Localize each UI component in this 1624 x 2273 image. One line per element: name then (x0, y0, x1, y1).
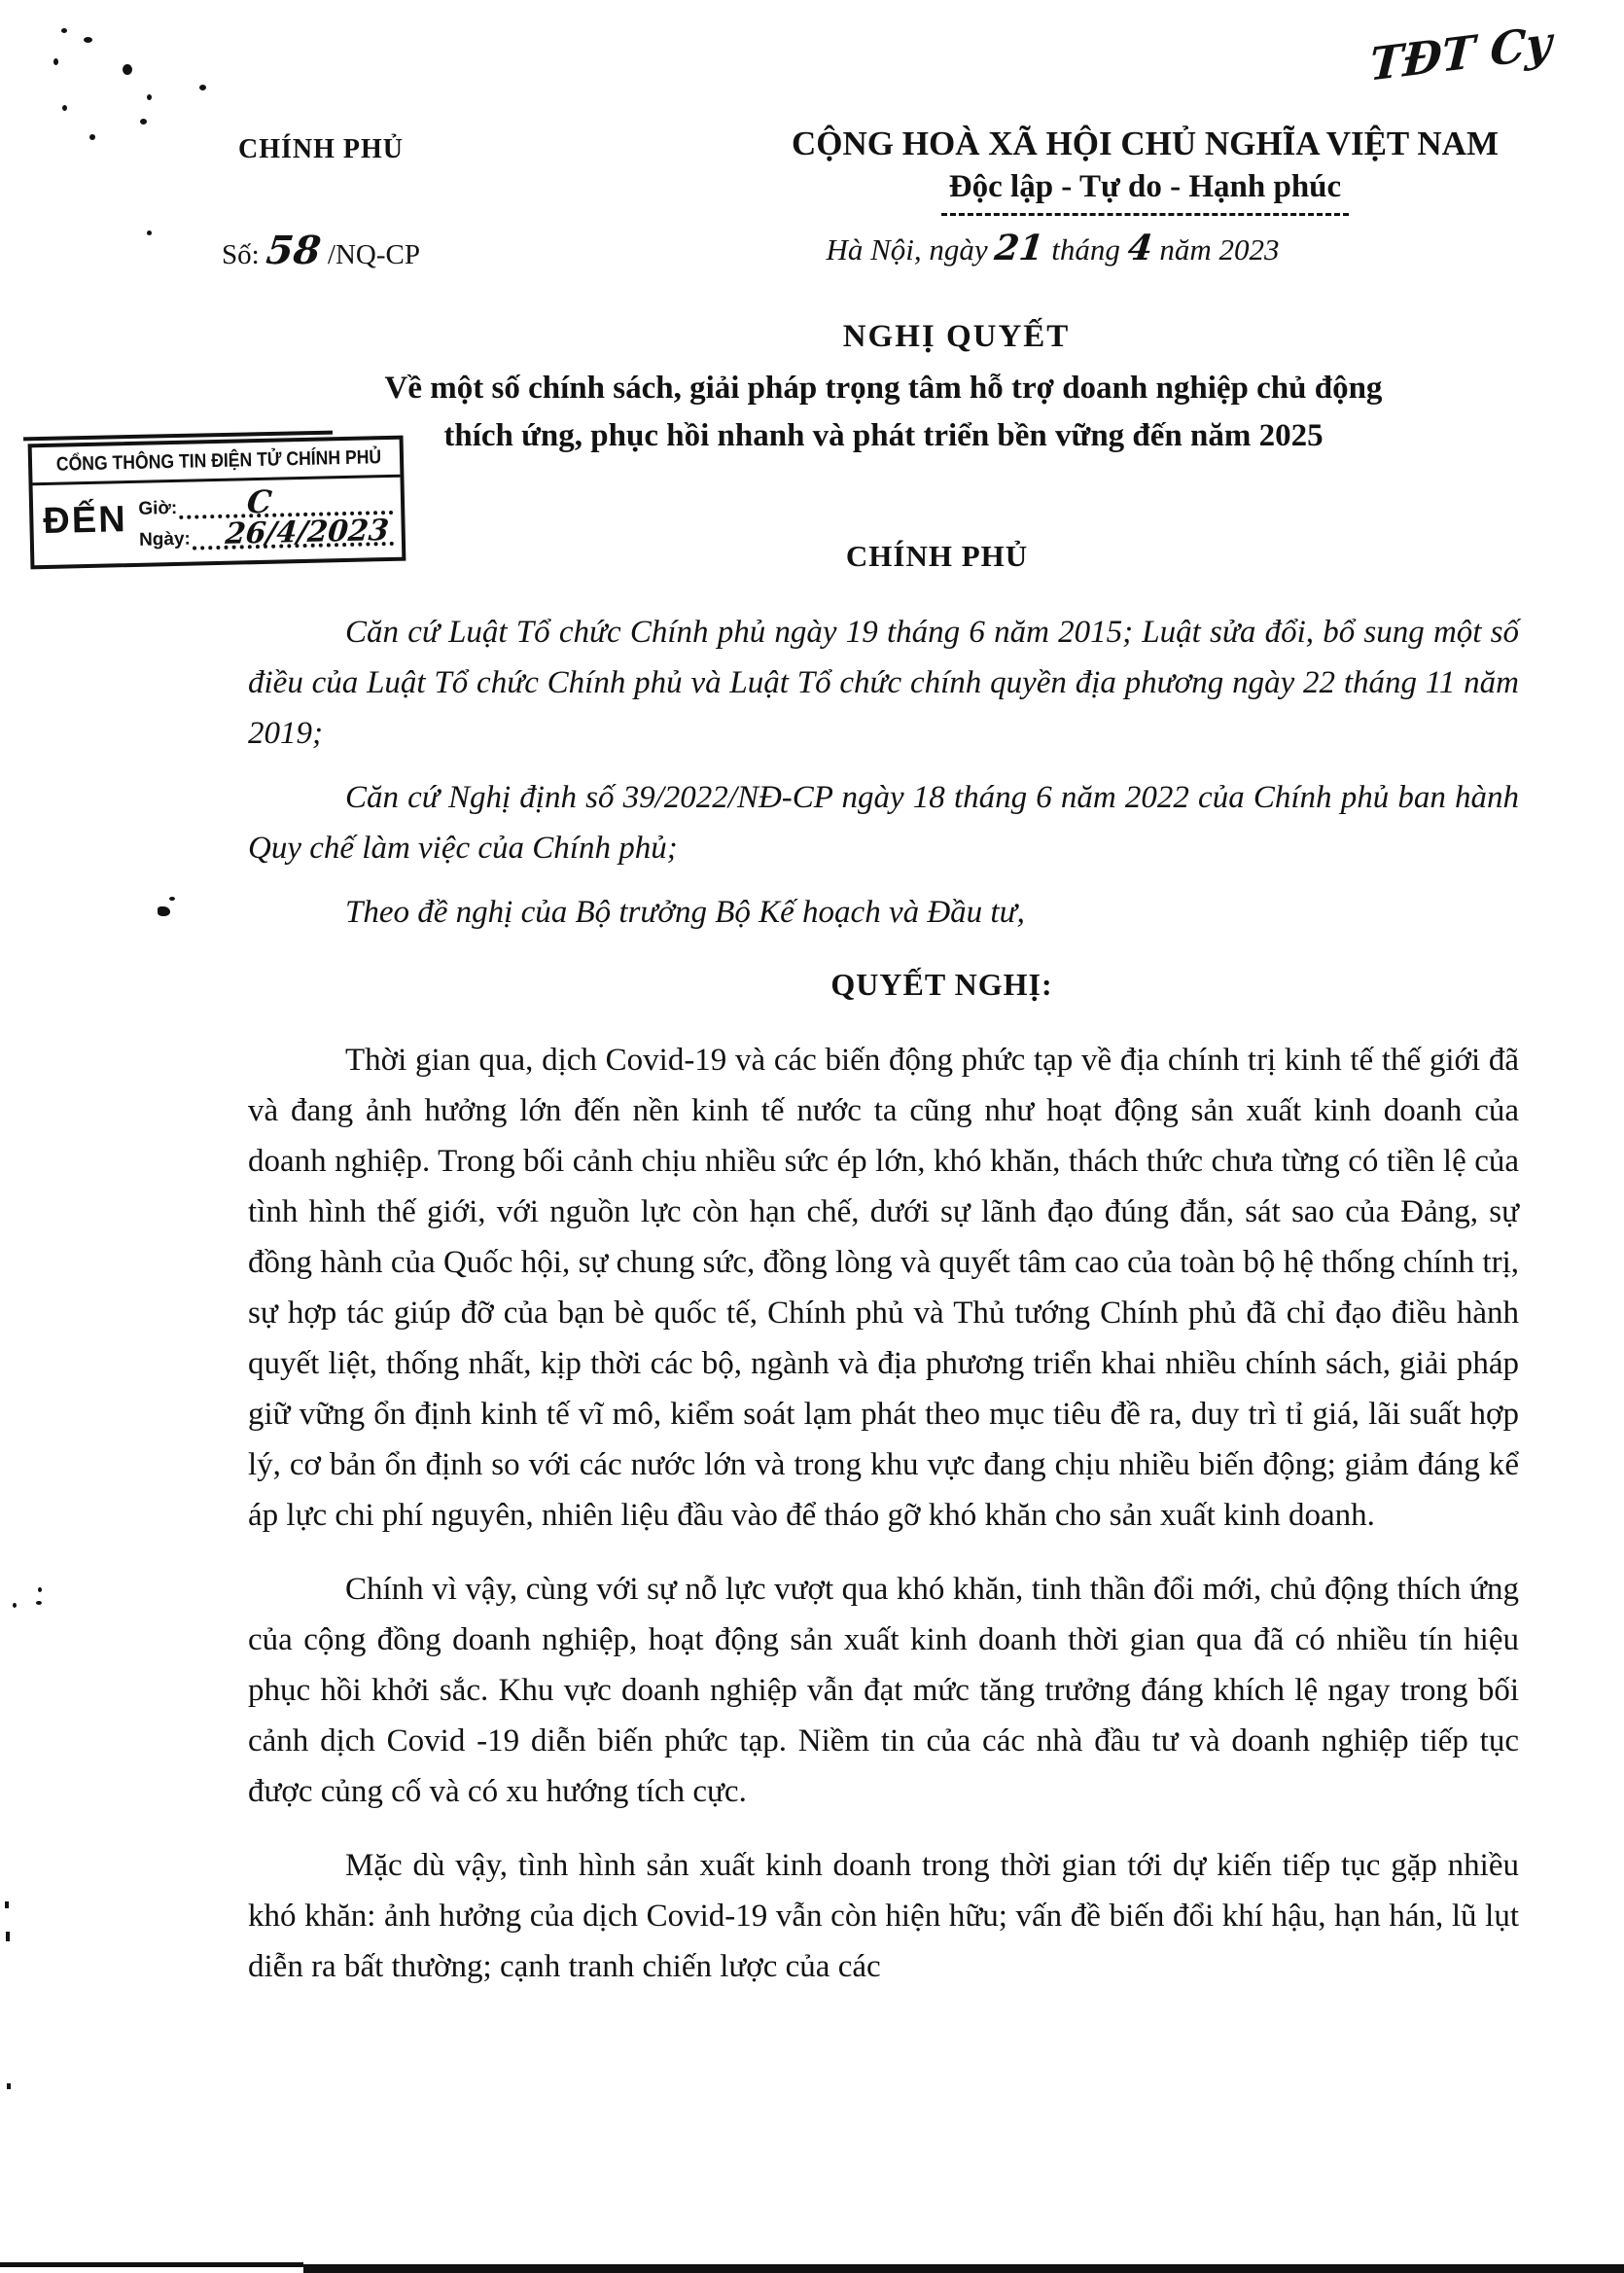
preamble-section (248, 607, 1519, 938)
ink-speck (169, 897, 175, 901)
ink-speck (6, 1932, 10, 1941)
header-left (107, 134, 535, 271)
scan-edge-bar (303, 2264, 1624, 2273)
ink-speck (158, 906, 170, 916)
number-suffix: /NQ-CP (327, 239, 420, 270)
ink-speck (61, 28, 67, 33)
issuer-heading: CHÍNH PHỦ (845, 539, 1029, 573)
body-paragraph: Thời gian qua, dịch Covid-19 và các biến động phức tạp về địa chính trị kinh tế thế giới đã và đang ảnh hưởng lớn đến nền kinh tế nước ta cũng như hoạt động sản xuất kinh doanh của doanh nghiệp. Trong bối cảnh chịu nhiều sức ép lớn, khó khăn, thách thức chưa từng có tiền lệ của tình hình thế giới, với nguồn lực còn hạn chế, dưới sự lãnh đạo đúng đắn, sát sao của Đảng, sự đồng hành của Quốc hội, sự chung sức, đồng lòng và quyết tâm cao của toàn bộ hệ thống chính trị, sự hợp tác giúp đỡ của bạn bè quốc tế, Chính phủ và Thủ tướng Chính phủ đã chỉ đạo điều hành quyết liệt, thống nhất, kịp thời các bộ, ngành và địa phương triển khai nhiều chính sách, giải pháp giữ vững ổn định kinh tế vĩ mô, kiểm soát lạm phát theo mục tiêu đề ra, duy trì tỉ giá, lãi suất hợp lý, cơ bản ổn định so với các nước lớn và trong khu vực đang chịu nhiều biến động; giảm đáng kể áp lực chi phí nguyên, nhiên liệu đầu vào để tháo gỡ khó khăn cho sản xuất kinh doanh. (248, 1043, 1519, 1533)
date-suffix: năm 2023 (1159, 232, 1280, 266)
stamp-time-handwritten: C (245, 482, 274, 521)
stamp-time-label: Giờ: (138, 497, 178, 519)
ink-speck (38, 1587, 42, 1592)
ink-speck (5, 1901, 9, 1908)
ink-speck (199, 85, 206, 90)
document-type-heading: NGHỊ QUYẾT (842, 319, 1071, 354)
ink-speck (84, 37, 92, 43)
national-motto: Độc lập - Tự do - Hạnh phúc (941, 169, 1349, 216)
title-block (248, 319, 1519, 460)
ink-speck (147, 231, 152, 235)
stamp-office-name: CỔNG THÔNG TIN ĐIỆN TỬ CHÍNH PHỦ (32, 440, 401, 486)
ink-speck (62, 105, 67, 111)
stamp-date-label: Ngày: (138, 528, 192, 550)
ink-speck (147, 94, 152, 100)
issuing-agency: CHÍNH PHỦ (238, 134, 404, 164)
body-paragraph: Mặc dù vậy, tình hình sản xuất kinh doanh trong thời gian tới dự kiến tiếp tục gặp nhiều khó khăn: ảnh hưởng của dịch Covid-19 vẫn còn hiện hữu; vấn đề biến đổi khí hậu, hạn hán, lũ lụt diễn ra bất thường; cạnh tranh chiến lược của các (248, 1848, 1519, 1984)
stamp-received-label: ĐẾN (42, 499, 128, 543)
ink-speck (140, 119, 147, 124)
document-number: Số: 58 /NQ-CP (222, 228, 420, 273)
ink-speck (7, 2083, 11, 2089)
ink-speck (53, 58, 58, 65)
header-right (705, 124, 1585, 268)
ink-speck (89, 134, 95, 140)
place-date-line (705, 228, 1400, 268)
document-body (248, 531, 1519, 2015)
ink-speck (123, 64, 132, 75)
body-paragraph: Chính vì vậy, cùng với sự nỗ lực vượt qua khó khăn, tinh thần đổi mới, chủ động thích ứng của cộng đồng doanh nghiệp, hoạt động sản xuất kinh doanh thời gian qua đã có nhiều tín hiệu phục hồi khởi sắc. Khu vực doanh nghiệp vẫn đạt mức tăng trưởng đáng khích lệ ngay trong bối cảnh dịch Covid -19 diễn biến phức tạp. Niềm tin của các nhà đầu tư và doanh nghiệp tiếp tục được củng cố và có xu hướng tích cực. (248, 1572, 1519, 1809)
date-mid: tháng (1051, 232, 1120, 266)
date-month-handwritten: 4 (1125, 228, 1154, 268)
title-subject-line-2: thích ứng, phục hồi nhanh và phát triển bền vững đến năm 2025 (443, 418, 1324, 453)
preamble-paragraph: Căn cứ Luật Tổ chức Chính phủ ngày 19 tháng 6 năm 2015; Luật sửa đổi, bổ sung một số điều của Luật Tổ chức Chính phủ và Luật Tổ chức chính quyền địa phương ngày 22 tháng 11 năm 2019; (248, 615, 1519, 751)
preamble-paragraph: Căn cứ Nghị định số 39/2022/NĐ-CP ngày 18 tháng 6 năm 2022 của Chính phủ ban hành Quy chế làm việc của Chính phủ; (248, 780, 1519, 866)
national-title: CỘNG HOÀ XÃ HỘI CHỦ NGHĨA VIỆT NAM (792, 124, 1499, 162)
date-day-handwritten: 21 (993, 228, 1046, 268)
ink-speck (13, 1603, 17, 1608)
ink-speck (36, 1601, 42, 1605)
date-prefix: Hà Nội, ngày (826, 232, 988, 266)
resolution-text (248, 1035, 1519, 1992)
number-label: Số: (222, 239, 260, 270)
preamble-paragraph: Theo đề nghị của Bộ trưởng Bộ Kế hoạch và Đầu tư, (345, 895, 1025, 930)
title-subject-line-1: Về một số chính sách, giải pháp trọng tâm hỗ trợ doanh nghiệp chủ động (384, 371, 1383, 406)
stamp-date-handwritten: 26/4/2023 (224, 513, 391, 551)
handwritten-initials: TĐT Cy (1368, 16, 1553, 91)
scan-edge-bar (0, 2262, 303, 2267)
resolve-heading: QUYẾT NGHỊ: (830, 967, 1053, 1002)
